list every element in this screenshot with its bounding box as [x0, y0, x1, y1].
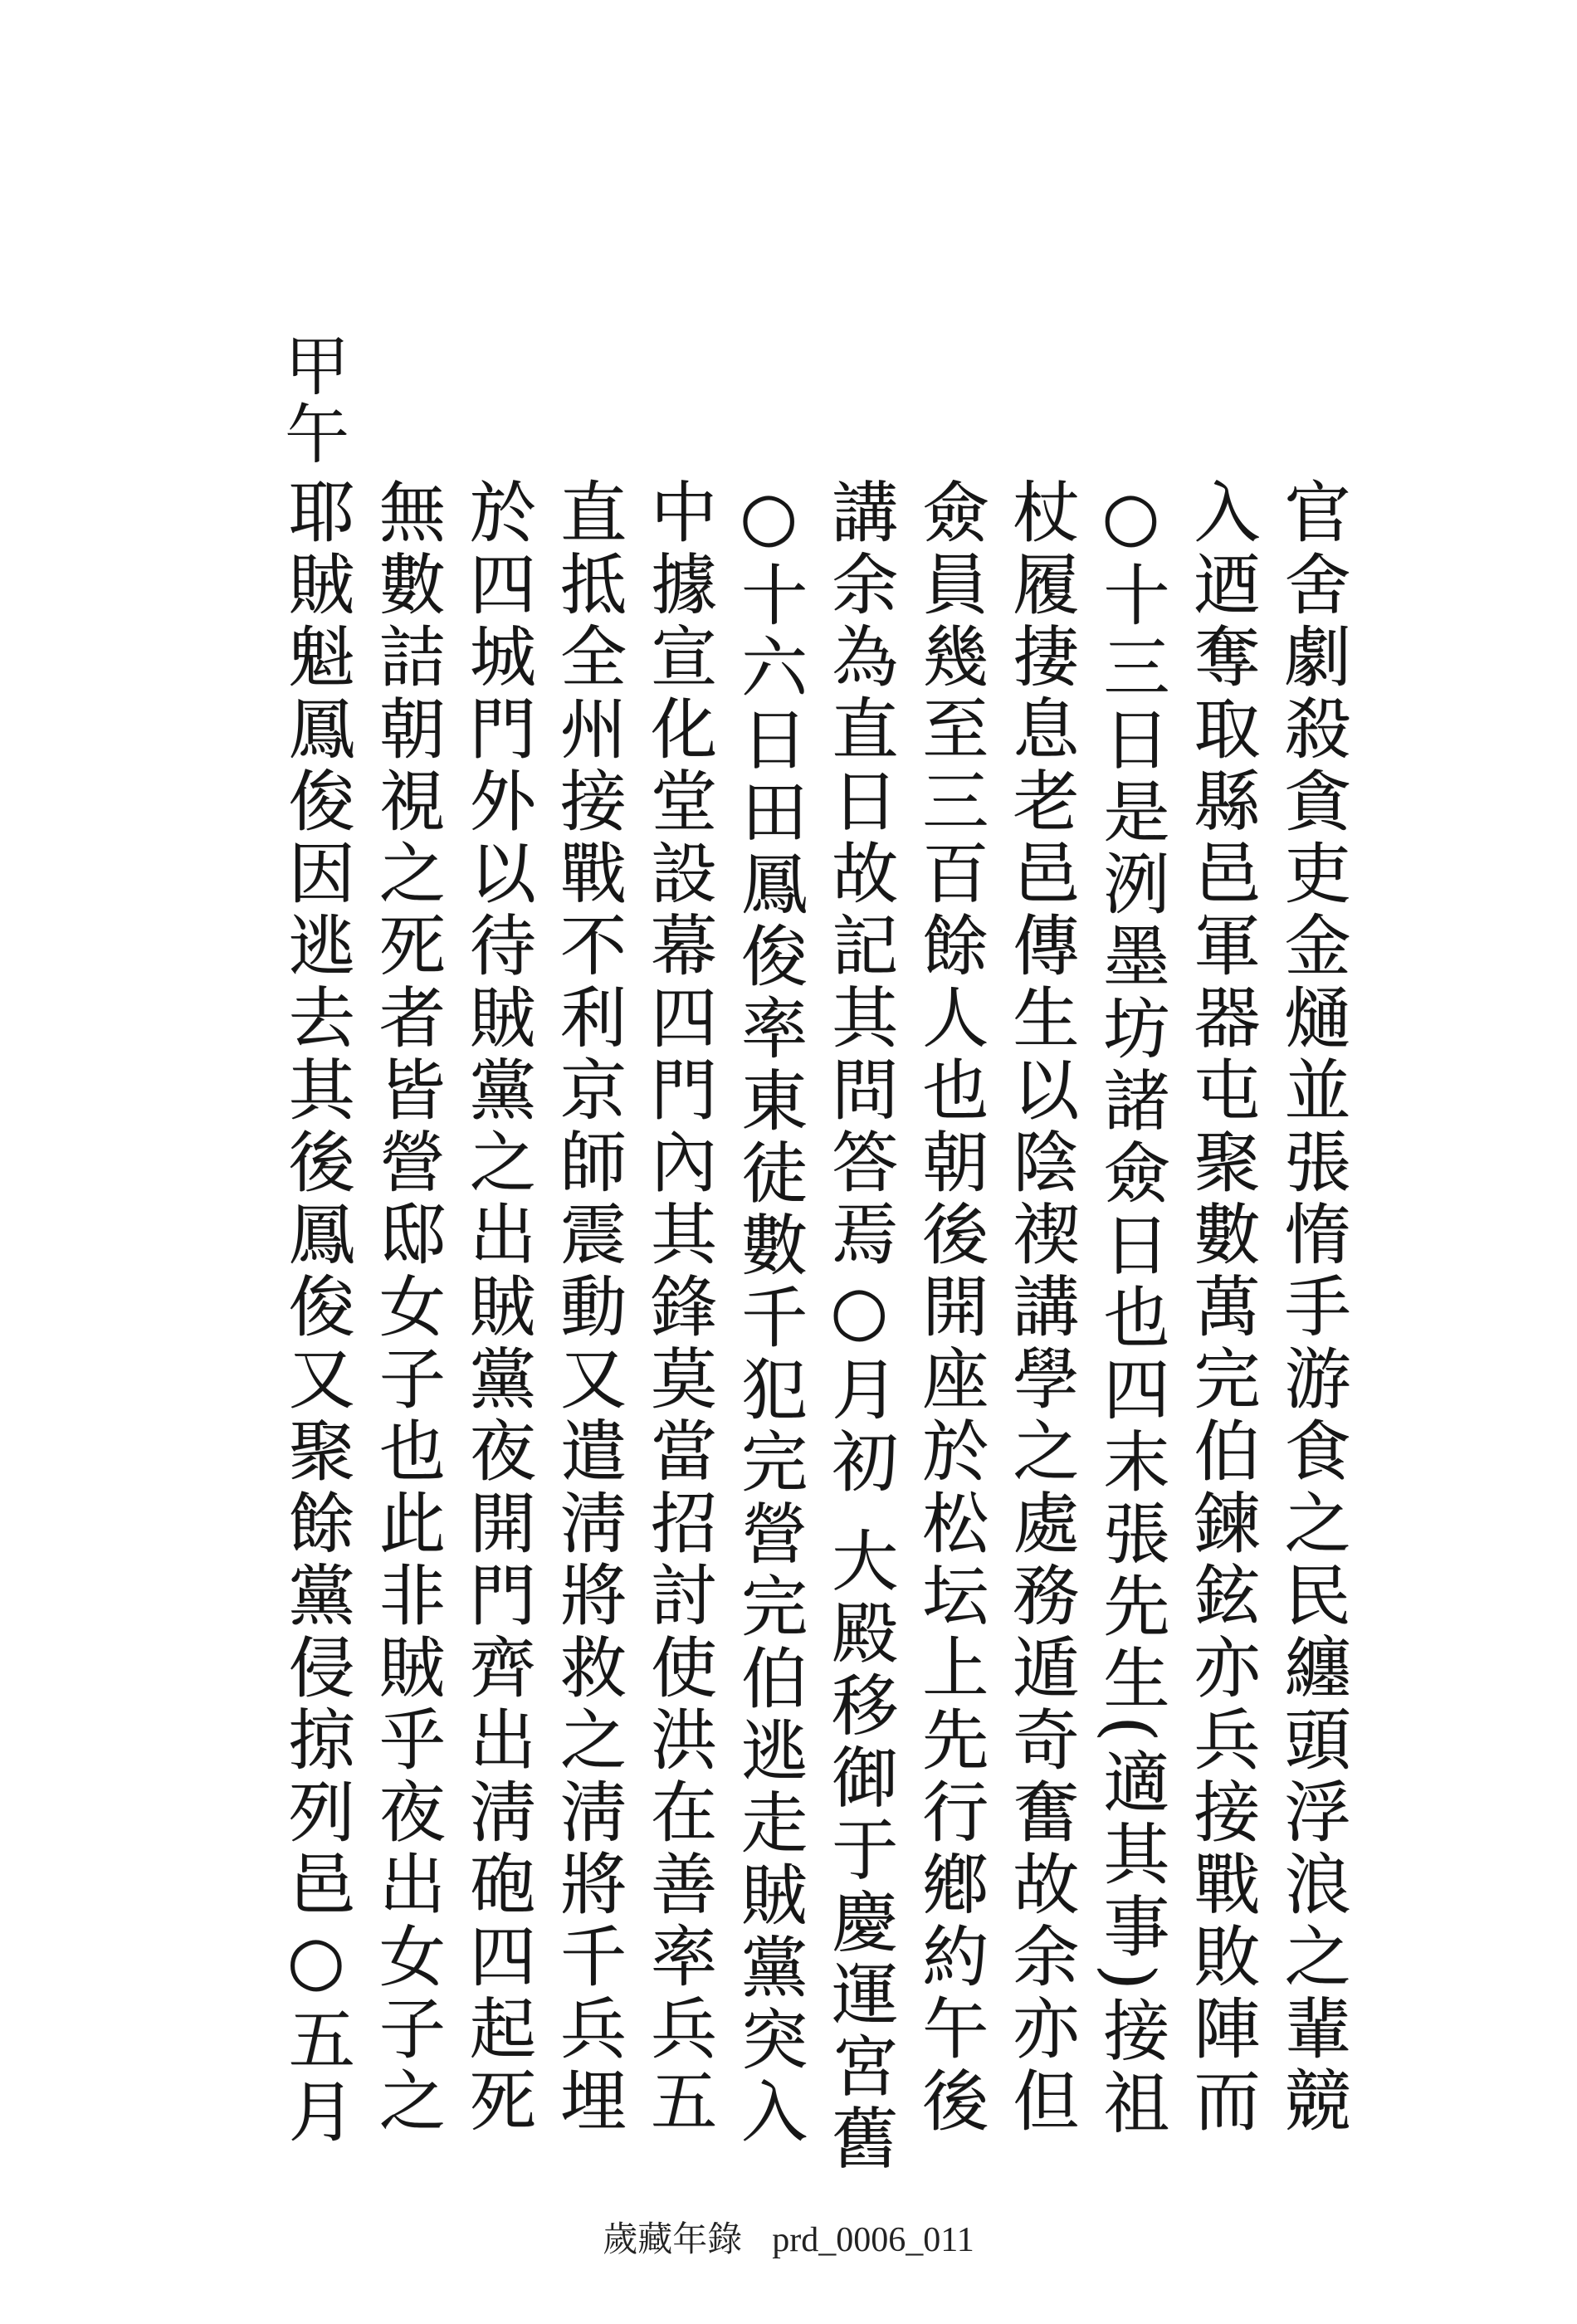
text-column: 官舍劇殺貪吏金熥並張惰手游食之民纏頭浮浪之輩競 [1272, 477, 1350, 2138]
text-column: 中據宣化堂設幕四門內其鋒莫當招討使洪在善率兵五 [639, 477, 717, 2138]
footer-page-code: prd_0006_011 [772, 2221, 974, 2259]
text-column: 直抵全州接戰不利京師震動又遣淸將救之淸將千兵埋 [549, 477, 627, 2138]
text-column: 杖履捿息老邑傳生以陰禊講學之處務遁奇奮故余亦但 [1001, 477, 1079, 2138]
text-column: 講余為直日故記其問答焉○月初 大殿移御于慶運宮舊 [820, 477, 898, 2176]
text-column: 耶賊魁鳳俊因逃去其後鳳俊又聚餘黨侵掠列邑○五月 [277, 477, 354, 2149]
page-footer [0, 2212, 1577, 2262]
text-column: 僉員幾至三百餘人也朝後開座於松坛上先行鄕約午後 [911, 477, 989, 2138]
footer-title: 歲藏年錄 [603, 2221, 743, 2259]
text-block [274, 477, 1353, 2195]
text-column: 入迺奪取縣邑軍器屯聚數萬完伯鍊鉉亦兵接戰敗陣而 [1182, 477, 1260, 2138]
text-column: 無數詰朝視之死者皆營邸女子也此非賊乎夜出女子之 [368, 477, 446, 2138]
text-column: ○十三日是洌墨坊諸僉日也四末張先生(適其事)接祖 [1091, 477, 1169, 2141]
year-marker: 甲午 [274, 332, 349, 468]
text-column: 於四城門外以待賊黨之出賊黨夜開門齊出淸砲四起死 [458, 477, 536, 2138]
text-column: ○十六日田鳳俊率東徒數千犯完營完伯逃走賊黨突入 [730, 477, 808, 2149]
